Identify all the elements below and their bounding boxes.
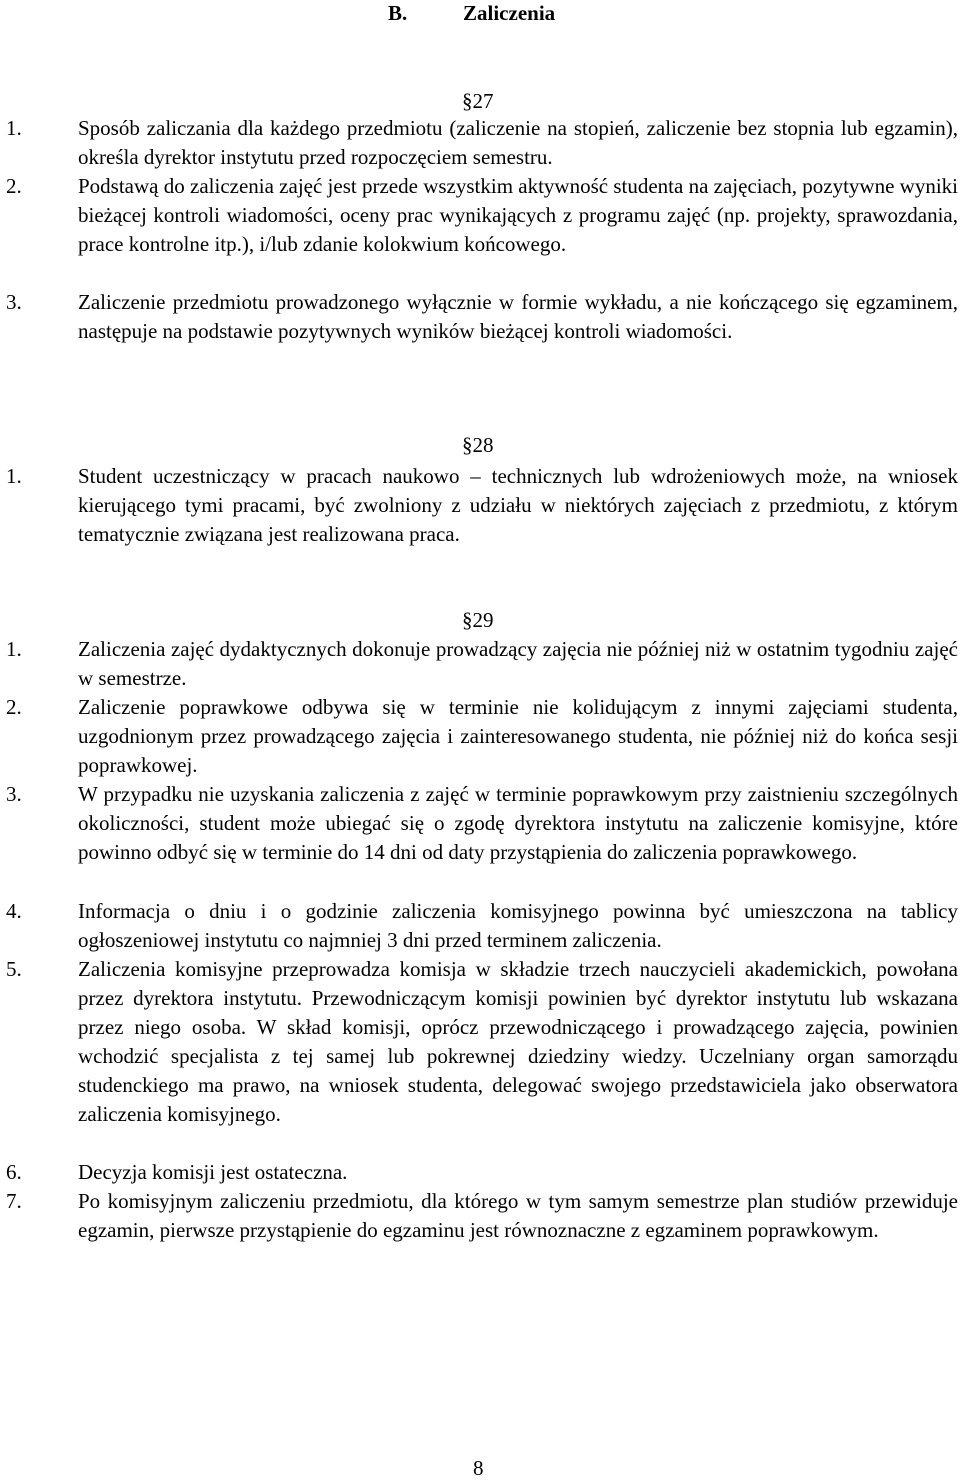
section-title: §28 <box>462 433 494 457</box>
item-text: Zaliczenie poprawkowe odbywa się w terminie nie kolidującym z innymi zajęciami studenta, uzgodnionym przez prowadzącego zajęcia i zainteresowanego studenta, nie później niż do końca sesji poprawkowej. <box>78 695 958 777</box>
item-text: Zaliczenia zajęć dydaktycznych dokonuje prowadzący zajęcia nie później niż w ostatnim tygodniu zajęć w semestrze. <box>78 637 958 690</box>
chapter-title: Zaliczenia <box>463 1 556 25</box>
item-number: 2. <box>6 174 22 198</box>
item-number: 2. <box>6 695 22 719</box>
item-text: Po komisyjnym zaliczeniu przedmiotu, dla którego w tym samym semestrze plan studiów przewiduje egzamin, pierwsze przystąpienie do egzaminu jest równoznaczne z egzaminem poprawkowym. <box>78 1189 958 1242</box>
item-text: Student uczestniczący w pracach naukowo – technicznych lub wdrożeniowych może, na wniosek kierującego tymi pracami, być zwolniony z udziału w niektórych zajęciach z przedmiotu, z którym tematycznie związana jest realizowana praca. <box>78 464 958 546</box>
item-number: 1. <box>6 116 22 140</box>
chapter-heading <box>388 0 555 26</box>
item-text: Zaliczenia komisyjne przeprowadza komisja w składzie trzech nauczycieli akademickich, powołana przez dyrektora instytutu. Przewodniczącym komisji powinien być dyrektor instytutu lub wskazana przez niego osoba. W skład komisji, oprócz przewodniczącego i prowadzącego zajęcia, powinien wchodzić specjalista z tej samej lub pokrewnej dziedziny wiedzy. Uczelniany organ samorządu studenckiego ma prawo, na wniosek studenta, delegować swojego przedstawiciela jako obserwatora zaliczenia komisyjnego. <box>78 957 958 1126</box>
item-number: 5. <box>6 957 22 981</box>
item-text: Zaliczenie przedmiotu prowadzonego wyłącznie w formie wykładu, a nie kończącego się egzaminem, następuje na podstawie pozytywnych wyników bieżącej kontroli wiadomości. <box>78 290 958 343</box>
item-text: Sposób zaliczania dla każdego przedmiotu (zaliczenie na stopień, zaliczenie bez stopnia lub egzamin), określa dyrektor instytutu przed rozpoczęciem semestru. <box>78 116 958 169</box>
item-number: 1. <box>6 464 22 488</box>
item-text: Podstawą do zaliczenia zajęć jest przede wszystkim aktywność studenta na zajęciach, pozytywne wyniki bieżącej kontroli wiadomości, oceny prac wynikających z programu zajęć (np. projekty, sprawozdania, prace kontrolne itp.), i/lub zdanie kolokwium końcowego. <box>78 174 958 256</box>
chapter-letter: B. <box>388 1 408 25</box>
item-number: 3. <box>6 782 22 806</box>
item-number: 7. <box>6 1189 22 1213</box>
item-text: Decyzja komisji jest ostateczna. <box>78 1160 348 1184</box>
item-text: W przypadku nie uzyskania zaliczenia z zajęć w terminie poprawkowym przy zaistnieniu szczególnych okoliczności, student może ubiegać się o zgodę dyrektora instytutu na zaliczenie komisyjne, które powinno odbyć się w terminie do 14 dni od daty przystąpienia do zaliczenia poprawkowego. <box>78 782 958 864</box>
item-number: 6. <box>6 1160 22 1184</box>
item-number: 1. <box>6 637 22 661</box>
page-number: 8 <box>473 1456 484 1480</box>
item-text: Informacja o dniu i o godzinie zaliczenia komisyjnego powinna być umieszczona na tablicy ogłoszeniowej instytutu co najmniej 3 dni przed terminem zaliczenia. <box>78 899 958 952</box>
section-title: §27 <box>462 89 494 113</box>
section-title: §29 <box>462 608 494 632</box>
item-number: 3. <box>6 290 22 314</box>
item-number: 4. <box>6 899 22 923</box>
